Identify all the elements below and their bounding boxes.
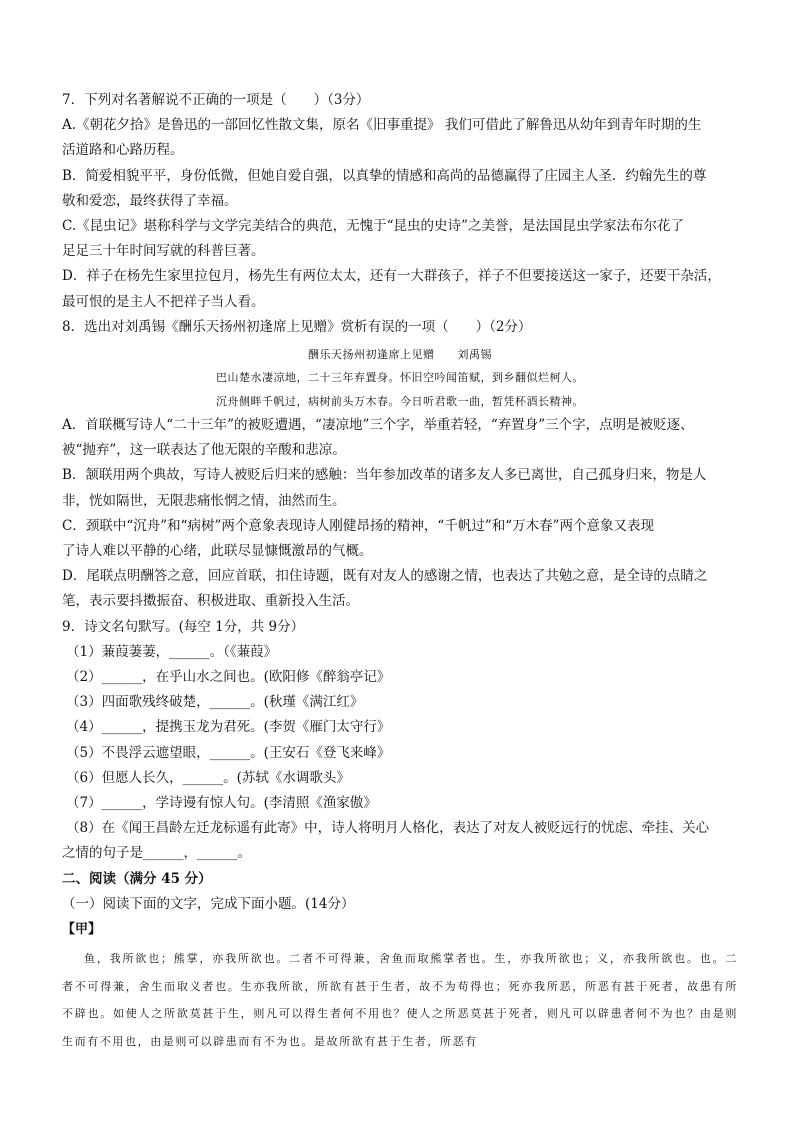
passage-tag: 【甲】 xyxy=(62,922,102,938)
option-c-cont: 了诗人难以平静的心绪，此联尽显慷慨激昂的气概。 xyxy=(62,543,373,560)
passage-text: 鱼，我所欲也；熊掌，亦我所欲也。二者不可得兼，舍鱼而取熊掌者也。生，亦我所欲也；义，亦我所欲也。也。二者不可得兼，舍生而取义者也。生亦我所欲，所欲有甚于生者，故不为苟得也；死亦我所恶，所恶有甚于死者，故患有所不辟也。如使人之所欲莫甚于生，则凡可以得生者何不用也？使人之所恶莫甚于死者，则凡可以辟患者何不为也？由是则生而有不用也，由是则可以辟患而有不为也。是故所欲有甚于生者，所恶有 xyxy=(62,952,738,1048)
question-stem: 7．下列对名著解说不正确的一项是（ ）（3分） xyxy=(62,92,370,108)
option-c: C．颈联中“沉舟”和“病树”两个意象表现诗人刚健昂扬的精神，“千帆过”和“万木春”两个意象又表现 xyxy=(62,517,655,534)
fill-blank-item: （6）但愿人长久，______。(苏轼《水调歌头》 xyxy=(66,769,350,786)
subsection-title: （一）阅读下面的文字，完成下面小题。(14分） xyxy=(62,895,355,912)
poem-line: 巴山楚水凄凉地，二十三年弃置身。怀旧空吟闻笛赋，到乡翻似烂柯人。 xyxy=(216,371,584,385)
option-d: D．祥子在杨先生家里拉包月，杨先生有两位太太，还有一大群孩子，祥子不但要接送这一家子，还要干杂活， xyxy=(62,268,721,285)
question-9 xyxy=(62,615,738,867)
option-a: A．首联概写诗人“二十三年”的被贬遭遇，“凄凉地”三个字，举重若轻，“弃置身”三个字，点明是被贬逐、 xyxy=(62,417,694,434)
question-7 xyxy=(62,88,738,315)
option-b: B．简爱相貌平平，身份低微，但她自爱自强，以真挚的情感和高尚的品德赢得了庄园主人圣．约翰先生的尊 xyxy=(62,167,707,184)
exam-page xyxy=(62,88,738,1055)
option-d: D．尾联点明酬答之意，回应首联，扣住诗题，既有对友人的感谢之情，也表达了共勉之意，是全诗的点睛之 xyxy=(62,568,708,585)
fill-blank-item: （2）______，在乎山水之间也。(欧阳修《醉翁亭记》 xyxy=(66,669,391,686)
option-d-cont: 笔，表示要抖擞振奋、积极进取、重新投入生活。 xyxy=(62,593,359,610)
option-d-cont: 最可恨的是主人不把祥子当人看。 xyxy=(62,293,265,310)
option-c: C.《昆虫记》堪称科学与文学完美结合的典范，无愧于“昆虫的史诗”之美誉，是法国昆虫学家法布尔花了 xyxy=(62,218,684,235)
option-a-cont: 活道路和心路历程。 xyxy=(62,142,184,159)
option-a: A.《朝花夕拾》是鲁迅的一部回忆性散文集，原名《旧事重提》 我们可借此了解鲁迅从幼年到青年时期的生 xyxy=(62,117,702,134)
section-title: 二、阅读（满分 45 分） xyxy=(62,870,212,887)
poem-title: 酬乐天扬州初逢席上见赠 刘禹锡 xyxy=(308,348,492,362)
fill-blank-item-cont: 之情的句子是______，______。 xyxy=(62,845,251,862)
fill-blank-item: （7）______，学诗谩有惊人句。(李清照《渔家傲》 xyxy=(66,795,377,812)
question-stem: 8．选出对刘禹锡《酬乐天扬州初逢席上见赠》赏析有误的一项（ ）（2分） xyxy=(62,318,532,335)
fill-blank-item: （5）不畏浮云遮望眼，______。(王安石《登飞来峰》 xyxy=(66,744,391,761)
fill-blank-item: （8）在《闻王昌龄左迁龙标遥有此寄》中，诗人将明月人格化，表达了对友人被贬远行的忧虑、牵挂、关心 xyxy=(66,820,710,837)
section-reading xyxy=(62,867,738,1055)
fill-blank-item: （4）______，提携玉龙为君死。(李贺《雁门太守行》 xyxy=(66,719,391,736)
question-stem: 9．诗文名句默写。(每空 1分，共 9分） xyxy=(62,618,305,635)
question-8 xyxy=(62,315,738,615)
option-b: B．颔联用两个典故，写诗人被贬后归来的感触：当年参加改革的诸多友人多已离世，自己孤身归来，物是人 xyxy=(62,467,707,484)
option-b-cont: 非，恍如隔世，无限悲痛怅惘之情，油然而生。 xyxy=(62,492,346,509)
option-b-cont: 敬和爱恋，最终获得了幸福。 xyxy=(62,192,238,209)
fill-blank-item: （1）蒹葭萋萋，______。（《蒹葭》 xyxy=(66,643,278,660)
poem-line: 沉舟侧畔千帆过，病树前头万木春。今日听君歌一曲，暂凭杯酒长精神。 xyxy=(216,394,584,408)
fill-blank-item: （3）四面歌残终破楚，______。(秋瑾《满江红》 xyxy=(66,694,364,711)
option-a-cont: 被“抛弃”，这一联表达了他无限的辛酸和悲凉。 xyxy=(62,442,346,459)
option-c-cont: 足足三十年时间写就的科普巨著。 xyxy=(62,243,265,260)
